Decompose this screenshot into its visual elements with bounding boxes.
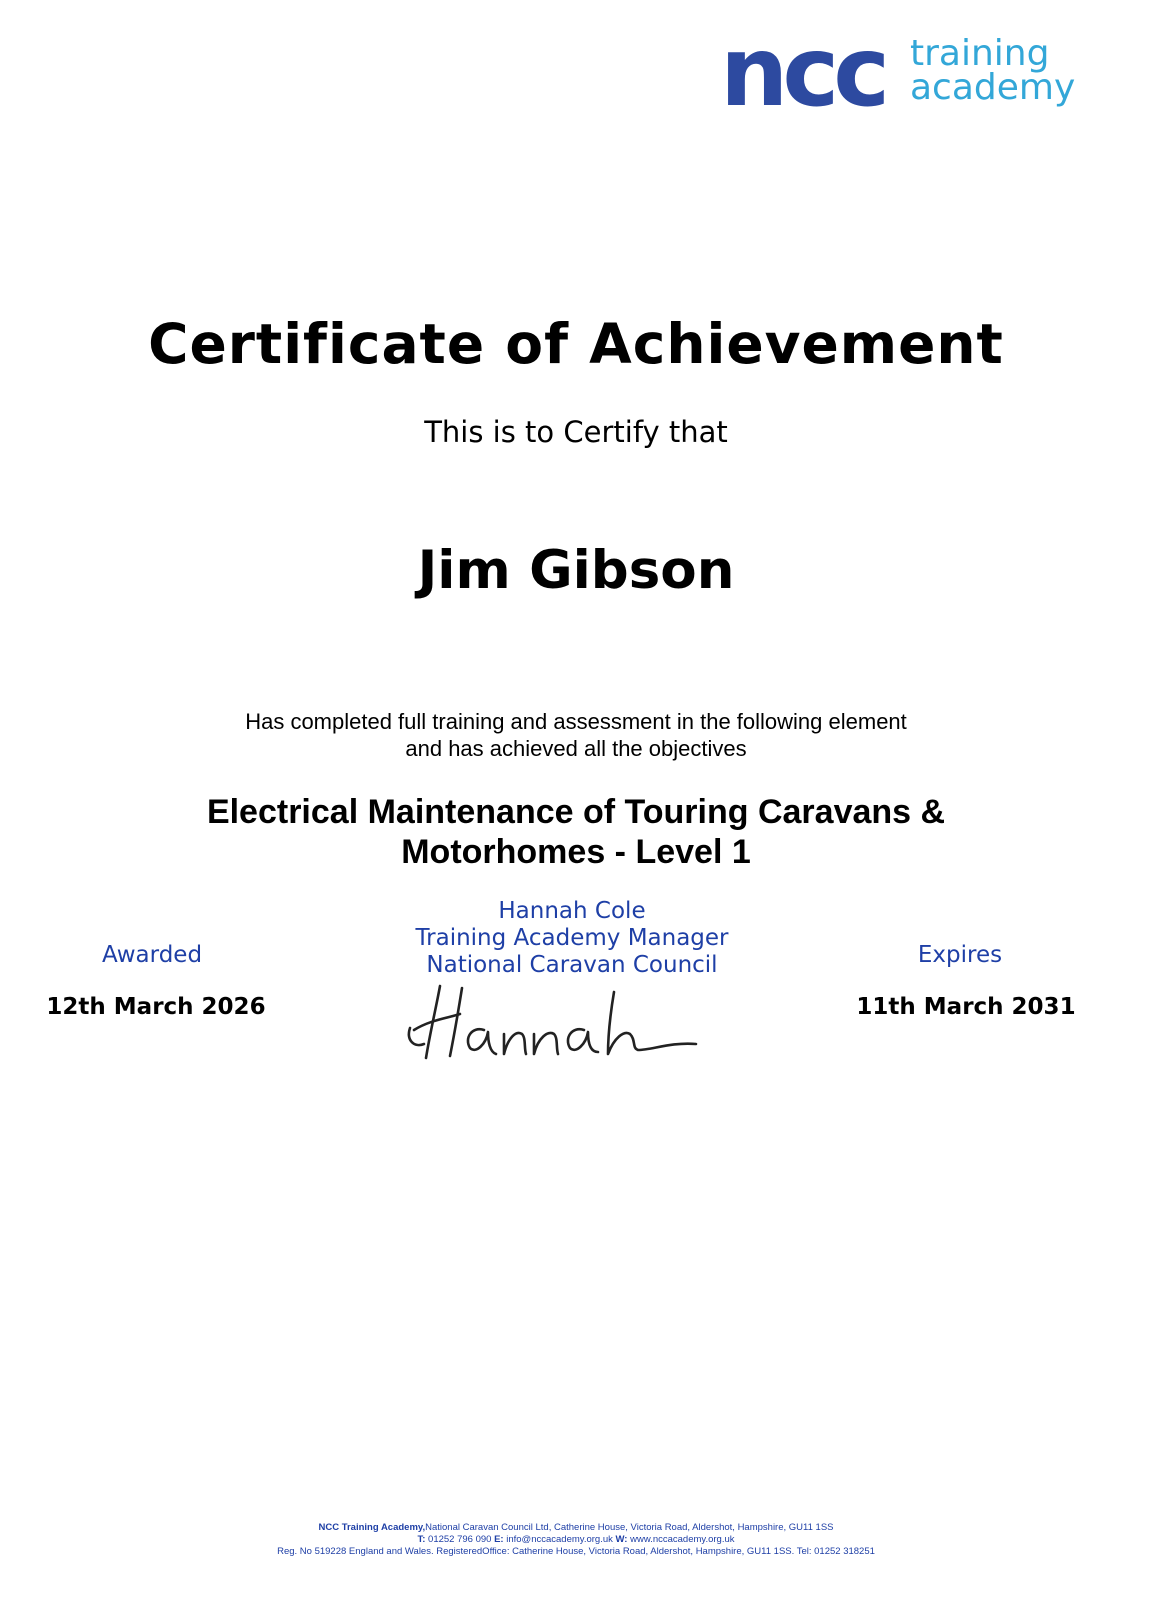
expires-label: Expires [917,942,1003,968]
signer-name: Hannah Cole [498,898,646,924]
footer-email: info@nccacademy.org.uk [503,1534,616,1545]
completion-statement [0,708,1152,762]
certify-line: This is to Certify that [424,415,728,449]
footer-line-2 [0,1534,1152,1546]
expires-date: 11th March 2031 [856,994,1076,1020]
course-title [0,792,1152,872]
footer-phone: 01252 796 090 [425,1534,495,1545]
certificate-title: Certificate of Achievement [148,312,1004,376]
ncc-training-academy-logo [720,16,1080,128]
completion-line-2: and has achieved all the objectives [405,736,747,761]
logo-ncc-text: ncc [720,16,885,128]
handwritten-signature [400,978,720,1068]
footer-website: www.nccacademy.org.uk [627,1534,735,1545]
awarded-label: Awarded [101,942,203,968]
footer-address: National Caravan Council Ltd, Catherine House, Victoria Road, Aldershot, Hampshire, GU11 1SS [425,1522,834,1533]
signer-role: Training Academy Manager [415,925,729,951]
logo-academy-text: academy [910,67,1076,108]
footer [0,1522,1152,1558]
footer-email-label: E: [494,1534,504,1545]
completion-line-1: Has completed full training and assessment in the following element [245,709,907,734]
footer-line-3: Reg. No 519228 England and Wales. RegisteredOffice: Catherine House, Victoria Road, Aldershot, Hampshire, GU11 1SS. Tel: 01252 318251 [277,1546,875,1557]
logo-training-text: training [910,33,1050,74]
awarded-date: 12th March 2026 [46,994,266,1020]
course-title-line-1: Electrical Maintenance of Touring Caravans & [206,793,946,831]
footer-website-label: W: [615,1534,628,1545]
recipient-name: Jim Gibson [417,540,735,601]
signer-organisation: National Caravan Council [426,952,718,978]
footer-org-name: NCC Training Academy, [318,1522,426,1533]
course-title-line-2: Motorhomes - Level 1 [401,833,751,871]
signer-block [362,898,782,979]
footer-phone-label: T: [417,1534,426,1545]
footer-line-1 [0,1522,1152,1534]
